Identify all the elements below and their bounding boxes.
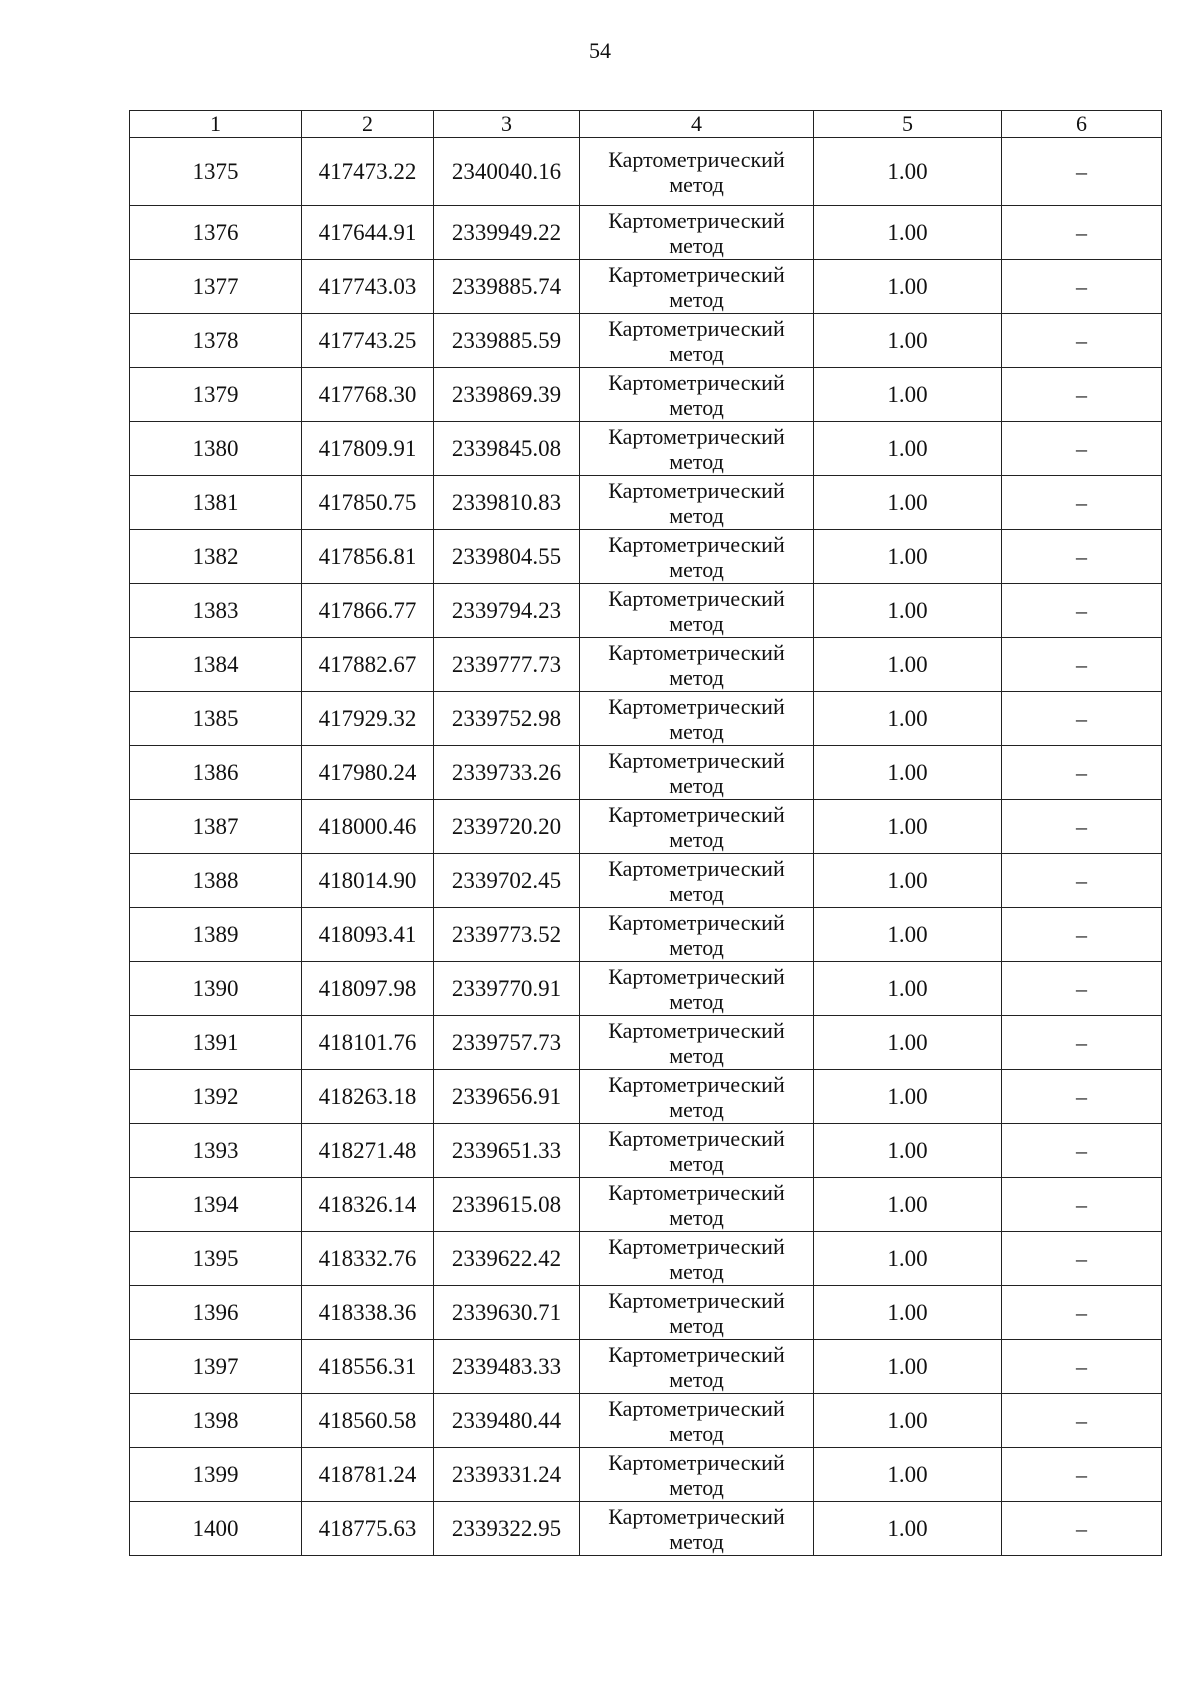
method-cell [580, 1232, 814, 1286]
method-cell [580, 368, 814, 422]
table-row [130, 1178, 1162, 1232]
column-header: 3 [434, 111, 580, 138]
page-number: 54 [589, 38, 611, 63]
method-line-2: метод [669, 664, 724, 690]
table-row [130, 1448, 1162, 1502]
accuracy-cell: 1.00 [814, 1124, 1002, 1178]
accuracy-cell: 1.00 [814, 476, 1002, 530]
point-number-cell: 1378 [130, 314, 302, 368]
point-number-cell: 1384 [130, 638, 302, 692]
table-row [130, 638, 1162, 692]
x-coordinate-cell: 418271.48 [302, 1124, 434, 1178]
method-line-2: метод [669, 502, 724, 528]
point-number-cell: 1381 [130, 476, 302, 530]
point-number-cell: 1397 [130, 1340, 302, 1394]
table-row [130, 854, 1162, 908]
column-header: 5 [814, 111, 1002, 138]
method-cell [580, 422, 814, 476]
note-cell: – [1002, 368, 1162, 422]
point-number-cell: 1380 [130, 422, 302, 476]
accuracy-cell: 1.00 [814, 1070, 1002, 1124]
accuracy-cell: 1.00 [814, 1340, 1002, 1394]
note-cell: – [1002, 638, 1162, 692]
note-cell: – [1002, 1286, 1162, 1340]
method-cell [580, 1016, 814, 1070]
note-cell: – [1002, 908, 1162, 962]
accuracy-cell: 1.00 [814, 138, 1002, 206]
table-row [130, 206, 1162, 260]
y-coordinate-cell: 2339810.83 [434, 476, 580, 530]
x-coordinate-cell: 418781.24 [302, 1448, 434, 1502]
x-coordinate-cell: 417743.25 [302, 314, 434, 368]
x-coordinate-cell: 417644.91 [302, 206, 434, 260]
column-header: 2 [302, 111, 434, 138]
y-coordinate-cell: 2339757.73 [434, 1016, 580, 1070]
y-coordinate-cell: 2339794.23 [434, 584, 580, 638]
y-coordinate-cell: 2339622.42 [434, 1232, 580, 1286]
point-number-cell: 1379 [130, 368, 302, 422]
point-number-cell: 1385 [130, 692, 302, 746]
point-number-cell: 1394 [130, 1178, 302, 1232]
y-coordinate-cell: 2339331.24 [434, 1448, 580, 1502]
x-coordinate-cell: 418775.63 [302, 1502, 434, 1556]
note-cell: – [1002, 584, 1162, 638]
accuracy-cell: 1.00 [814, 368, 1002, 422]
method-line-1: Картометрический [608, 855, 785, 881]
note-cell: – [1002, 1178, 1162, 1232]
x-coordinate-cell: 417929.32 [302, 692, 434, 746]
table-row [130, 1232, 1162, 1286]
table-row [130, 1340, 1162, 1394]
x-coordinate-cell: 418101.76 [302, 1016, 434, 1070]
y-coordinate-cell: 2339773.52 [434, 908, 580, 962]
method-line-2: метод [669, 1312, 724, 1338]
y-coordinate-cell: 2339322.95 [434, 1502, 580, 1556]
y-coordinate-cell: 2339615.08 [434, 1178, 580, 1232]
method-line-2: метод [669, 286, 724, 312]
table-row [130, 692, 1162, 746]
point-number-cell: 1400 [130, 1502, 302, 1556]
x-coordinate-cell: 417809.91 [302, 422, 434, 476]
point-number-cell: 1393 [130, 1124, 302, 1178]
method-cell [580, 908, 814, 962]
note-cell: – [1002, 1394, 1162, 1448]
accuracy-cell: 1.00 [814, 1394, 1002, 1448]
method-line-2: метод [669, 988, 724, 1014]
note-cell: – [1002, 476, 1162, 530]
table-row [130, 746, 1162, 800]
x-coordinate-cell: 417850.75 [302, 476, 434, 530]
method-line-2: метод [669, 1150, 724, 1176]
method-cell [580, 854, 814, 908]
table-row [130, 1016, 1162, 1070]
method-line-1: Картометрический [608, 315, 785, 341]
y-coordinate-cell: 2339770.91 [434, 962, 580, 1016]
x-coordinate-cell: 417866.77 [302, 584, 434, 638]
note-cell: – [1002, 1502, 1162, 1556]
y-coordinate-cell: 2339804.55 [434, 530, 580, 584]
note-cell: – [1002, 1340, 1162, 1394]
accuracy-cell: 1.00 [814, 638, 1002, 692]
x-coordinate-cell: 418263.18 [302, 1070, 434, 1124]
point-number-cell: 1388 [130, 854, 302, 908]
point-number-cell: 1377 [130, 260, 302, 314]
note-cell: – [1002, 1124, 1162, 1178]
table-row [130, 800, 1162, 854]
note-cell: – [1002, 1448, 1162, 1502]
y-coordinate-cell: 2339630.71 [434, 1286, 580, 1340]
accuracy-cell: 1.00 [814, 692, 1002, 746]
method-line-1: Картометрический [608, 693, 785, 719]
method-line-1: Картометрический [608, 639, 785, 665]
note-cell: – [1002, 138, 1162, 206]
x-coordinate-cell: 417768.30 [302, 368, 434, 422]
table-row [130, 1070, 1162, 1124]
table-row [130, 1502, 1162, 1556]
method-cell [580, 206, 814, 260]
method-line-1: Картометрический [608, 146, 785, 172]
method-line-2: метод [669, 1528, 724, 1554]
point-number-cell: 1399 [130, 1448, 302, 1502]
note-cell: – [1002, 1070, 1162, 1124]
column-header: 4 [580, 111, 814, 138]
method-line-1: Картометрический [608, 1449, 785, 1475]
method-cell [580, 746, 814, 800]
method-line-2: метод [669, 934, 724, 960]
method-line-2: метод [669, 1420, 724, 1446]
point-number-cell: 1382 [130, 530, 302, 584]
point-number-cell: 1383 [130, 584, 302, 638]
method-line-1: Картометрический [608, 1395, 785, 1421]
point-number-cell: 1376 [130, 206, 302, 260]
accuracy-cell: 1.00 [814, 530, 1002, 584]
y-coordinate-cell: 2339885.74 [434, 260, 580, 314]
accuracy-cell: 1.00 [814, 908, 1002, 962]
method-line-2: метод [669, 448, 724, 474]
table-row [130, 908, 1162, 962]
x-coordinate-cell: 418097.98 [302, 962, 434, 1016]
y-coordinate-cell: 2339869.39 [434, 368, 580, 422]
x-coordinate-cell: 417980.24 [302, 746, 434, 800]
x-coordinate-cell: 417473.22 [302, 138, 434, 206]
method-line-1: Картометрический [608, 1125, 785, 1151]
note-cell: – [1002, 854, 1162, 908]
x-coordinate-cell: 418326.14 [302, 1178, 434, 1232]
x-coordinate-cell: 418560.58 [302, 1394, 434, 1448]
method-line-1: Картометрический [608, 1179, 785, 1205]
point-number-cell: 1396 [130, 1286, 302, 1340]
accuracy-cell: 1.00 [814, 1178, 1002, 1232]
method-line-1: Картометрический [608, 585, 785, 611]
y-coordinate-cell: 2339733.26 [434, 746, 580, 800]
method-line-2: метод [669, 1096, 724, 1122]
accuracy-cell: 1.00 [814, 206, 1002, 260]
column-header: 6 [1002, 111, 1162, 138]
method-cell [580, 1340, 814, 1394]
note-cell: – [1002, 260, 1162, 314]
note-cell: – [1002, 962, 1162, 1016]
point-number-cell: 1392 [130, 1070, 302, 1124]
accuracy-cell: 1.00 [814, 1448, 1002, 1502]
point-number-cell: 1395 [130, 1232, 302, 1286]
method-line-1: Картометрический [608, 423, 785, 449]
method-line-1: Картометрический [608, 369, 785, 395]
method-line-2: метод [669, 718, 724, 744]
method-line-1: Картометрический [608, 1233, 785, 1259]
method-line-2: метод [669, 826, 724, 852]
table-row [130, 138, 1162, 206]
accuracy-cell: 1.00 [814, 1016, 1002, 1070]
y-coordinate-cell: 2339480.44 [434, 1394, 580, 1448]
note-cell: – [1002, 530, 1162, 584]
method-cell [580, 1394, 814, 1448]
point-number-cell: 1398 [130, 1394, 302, 1448]
accuracy-cell: 1.00 [814, 962, 1002, 1016]
table-row [130, 1124, 1162, 1178]
y-coordinate-cell: 2339720.20 [434, 800, 580, 854]
table-row [130, 1286, 1162, 1340]
accuracy-cell: 1.00 [814, 422, 1002, 476]
x-coordinate-cell: 417743.03 [302, 260, 434, 314]
point-number-cell: 1390 [130, 962, 302, 1016]
method-line-2: метод [669, 1258, 724, 1284]
method-line-1: Картометрический [608, 747, 785, 773]
accuracy-cell: 1.00 [814, 746, 1002, 800]
note-cell: – [1002, 206, 1162, 260]
method-line-1: Картометрический [608, 1503, 785, 1529]
note-cell: – [1002, 1232, 1162, 1286]
y-coordinate-cell: 2339483.33 [434, 1340, 580, 1394]
method-line-1: Картометрический [608, 1017, 785, 1043]
method-line-2: метод [669, 340, 724, 366]
table-body [130, 138, 1162, 1556]
point-number-cell: 1387 [130, 800, 302, 854]
method-line-2: метод [669, 171, 724, 197]
x-coordinate-cell: 418014.90 [302, 854, 434, 908]
method-cell [580, 1286, 814, 1340]
accuracy-cell: 1.00 [814, 584, 1002, 638]
method-cell [580, 1070, 814, 1124]
method-cell [580, 260, 814, 314]
y-coordinate-cell: 2340040.16 [434, 138, 580, 206]
table-row [130, 962, 1162, 1016]
point-number-cell: 1386 [130, 746, 302, 800]
x-coordinate-cell: 417882.67 [302, 638, 434, 692]
method-cell [580, 800, 814, 854]
table-row [130, 314, 1162, 368]
method-line-2: метод [669, 1474, 724, 1500]
method-cell [580, 138, 814, 206]
method-line-1: Картометрический [608, 531, 785, 557]
note-cell: – [1002, 692, 1162, 746]
method-cell [580, 530, 814, 584]
column-header: 1 [130, 111, 302, 138]
method-line-1: Картометрический [608, 1071, 785, 1097]
method-line-1: Картометрический [608, 801, 785, 827]
y-coordinate-cell: 2339885.59 [434, 314, 580, 368]
accuracy-cell: 1.00 [814, 800, 1002, 854]
method-line-2: метод [669, 880, 724, 906]
method-cell [580, 1502, 814, 1556]
y-coordinate-cell: 2339651.33 [434, 1124, 580, 1178]
method-cell [580, 638, 814, 692]
y-coordinate-cell: 2339777.73 [434, 638, 580, 692]
y-coordinate-cell: 2339949.22 [434, 206, 580, 260]
x-coordinate-cell: 418338.36 [302, 1286, 434, 1340]
method-cell [580, 314, 814, 368]
table-row [130, 1394, 1162, 1448]
note-cell: – [1002, 314, 1162, 368]
x-coordinate-cell: 418332.76 [302, 1232, 434, 1286]
table-row [130, 422, 1162, 476]
accuracy-cell: 1.00 [814, 854, 1002, 908]
method-line-2: метод [669, 556, 724, 582]
method-line-2: метод [669, 1042, 724, 1068]
note-cell: – [1002, 746, 1162, 800]
method-line-1: Картометрический [608, 477, 785, 503]
table-header-row [130, 111, 1162, 138]
note-cell: – [1002, 800, 1162, 854]
y-coordinate-cell: 2339656.91 [434, 1070, 580, 1124]
method-line-2: метод [669, 1204, 724, 1230]
point-number-cell: 1375 [130, 138, 302, 206]
method-line-1: Картометрический [608, 909, 785, 935]
table-row [130, 476, 1162, 530]
x-coordinate-cell: 418556.31 [302, 1340, 434, 1394]
method-line-2: метод [669, 610, 724, 636]
coordinates-table [129, 110, 1162, 1556]
method-cell [580, 1448, 814, 1502]
method-cell [580, 962, 814, 1016]
x-coordinate-cell: 417856.81 [302, 530, 434, 584]
x-coordinate-cell: 418093.41 [302, 908, 434, 962]
method-cell [580, 1124, 814, 1178]
point-number-cell: 1391 [130, 1016, 302, 1070]
note-cell: – [1002, 1016, 1162, 1070]
x-coordinate-cell: 418000.46 [302, 800, 434, 854]
accuracy-cell: 1.00 [814, 1502, 1002, 1556]
method-cell [580, 476, 814, 530]
method-cell [580, 692, 814, 746]
accuracy-cell: 1.00 [814, 314, 1002, 368]
method-cell [580, 1178, 814, 1232]
method-cell [580, 584, 814, 638]
table-row [130, 584, 1162, 638]
accuracy-cell: 1.00 [814, 260, 1002, 314]
point-number-cell: 1389 [130, 908, 302, 962]
method-line-1: Картометрический [608, 963, 785, 989]
accuracy-cell: 1.00 [814, 1232, 1002, 1286]
table-row [130, 260, 1162, 314]
accuracy-cell: 1.00 [814, 1286, 1002, 1340]
method-line-1: Картометрический [608, 1287, 785, 1313]
table-row [130, 368, 1162, 422]
note-cell: – [1002, 422, 1162, 476]
method-line-1: Картометрический [608, 207, 785, 233]
method-line-2: метод [669, 394, 724, 420]
method-line-2: метод [669, 1366, 724, 1392]
method-line-1: Картометрический [608, 261, 785, 287]
method-line-2: метод [669, 232, 724, 258]
method-line-2: метод [669, 772, 724, 798]
y-coordinate-cell: 2339752.98 [434, 692, 580, 746]
y-coordinate-cell: 2339845.08 [434, 422, 580, 476]
method-line-1: Картометрический [608, 1341, 785, 1367]
table-row [130, 530, 1162, 584]
y-coordinate-cell: 2339702.45 [434, 854, 580, 908]
